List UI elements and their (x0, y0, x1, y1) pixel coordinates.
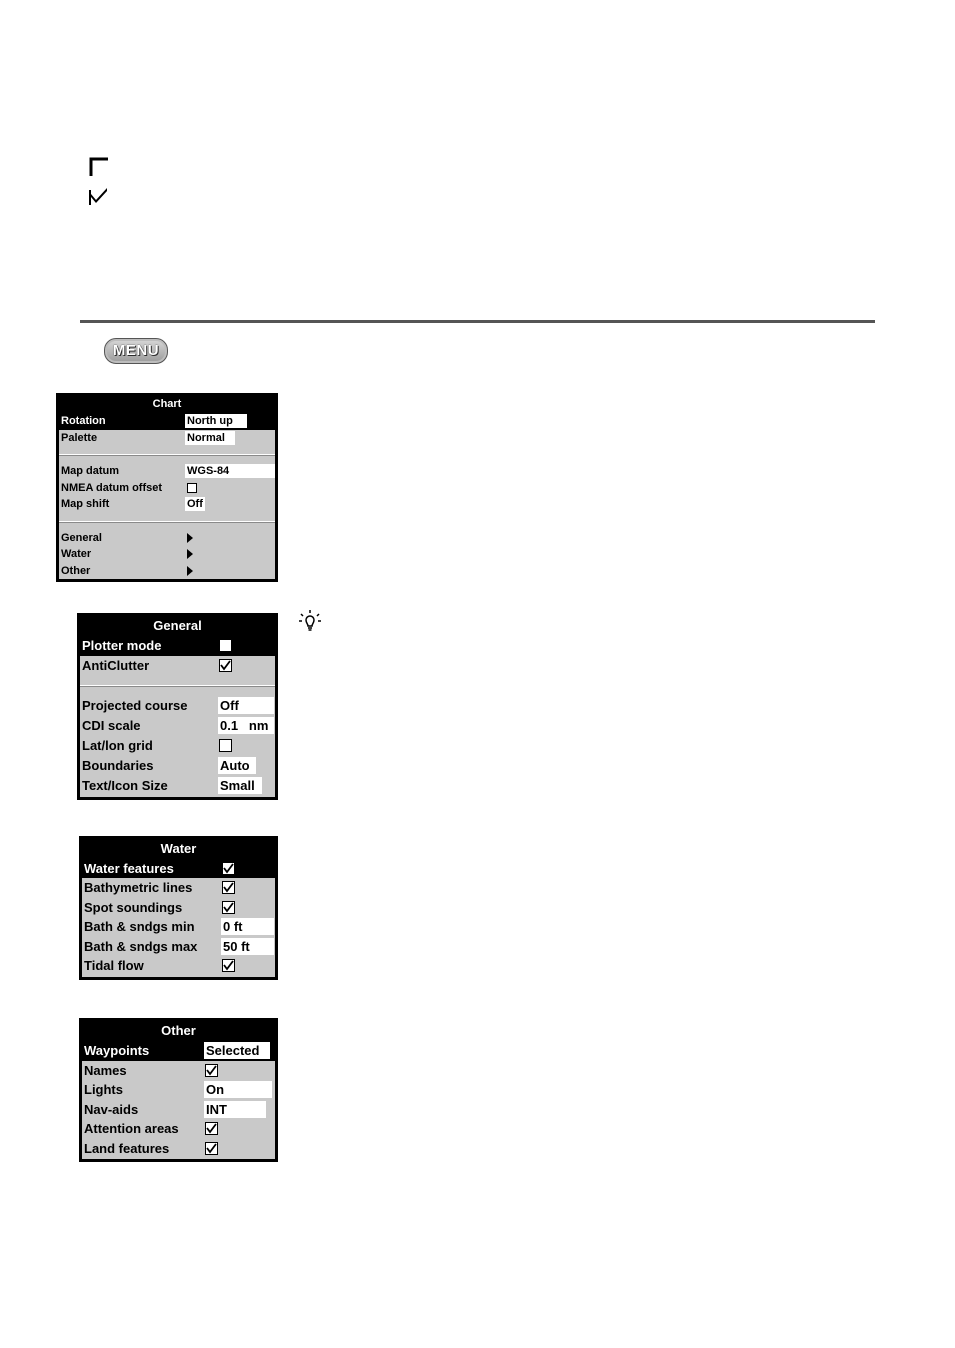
general-menu-title: General (80, 616, 275, 636)
check-mark-icon (223, 882, 234, 893)
row-label: Tidal flow (84, 957, 144, 973)
nav-aids-value[interactable]: INT (204, 1101, 266, 1118)
row-label: General (61, 531, 102, 544)
check-mark-icon (206, 1143, 217, 1154)
bath-sndgs-max-value[interactable]: 50 ft (221, 938, 274, 955)
row-label: Nav-aids (84, 1101, 139, 1117)
row-label: Bath & sndgs min (84, 919, 195, 935)
plotter-mode-checkbox[interactable] (219, 639, 232, 652)
menu-row-other[interactable] (59, 563, 275, 580)
unchecked-box-icon (89, 157, 109, 177)
menu-row-rotation[interactable] (59, 413, 275, 430)
chart-menu-title: Chart (59, 396, 275, 413)
row-label: Water features (84, 861, 174, 876)
menu-row-anticlutter[interactable] (80, 656, 275, 676)
boundaries-value[interactable]: Auto (218, 757, 256, 774)
menu-row-general[interactable] (59, 530, 275, 547)
row-label: Text/Icon Size (82, 778, 168, 793)
lights-value[interactable]: On (204, 1081, 272, 1098)
waypoints-value[interactable]: Selected (204, 1042, 270, 1059)
anticlutter-checkbox[interactable] (219, 659, 232, 672)
names-checkbox[interactable] (205, 1064, 218, 1077)
menu-row-spot-soundings[interactable] (82, 898, 275, 917)
attention-areas-checkbox[interactable] (205, 1122, 218, 1135)
menu-row-map-datum[interactable] (59, 463, 275, 480)
nmea-datum-offset-checkbox[interactable] (187, 483, 197, 493)
row-label: Rotation (61, 415, 106, 427)
check-mark-icon (206, 1065, 217, 1076)
menu-row-projected-course[interactable] (80, 696, 275, 716)
row-label: CDI scale (82, 718, 141, 733)
cdi-scale-value[interactable]: 0.1 nm (218, 717, 274, 734)
menu-key-button[interactable]: MENU (104, 338, 168, 364)
menu-row-bath-sndgs-min[interactable] (82, 917, 275, 936)
row-label: Other (61, 564, 91, 577)
menu-row-lat-lon-grid[interactable] (80, 736, 275, 756)
menu-row-water[interactable] (59, 546, 275, 563)
menu-row-nmea-datum-offset[interactable] (59, 480, 275, 497)
row-label: Lat/lon grid (82, 738, 153, 753)
check-mark-icon (206, 1123, 217, 1134)
row-label: Spot soundings (84, 899, 183, 915)
water-features-checkbox[interactable] (222, 862, 235, 875)
text-icon-size-value[interactable]: Small (218, 777, 262, 794)
other-menu-title: Other (82, 1021, 275, 1041)
land-features-checkbox[interactable] (205, 1142, 218, 1155)
other-menu (79, 1018, 278, 1162)
row-label: Plotter mode (82, 638, 162, 653)
water-menu-title: Water (82, 839, 275, 859)
menu-row-text-icon-size[interactable] (80, 776, 275, 796)
row-label: Attention areas (84, 1121, 179, 1136)
row-label: Waypoints (84, 1043, 150, 1058)
submenu-arrow-icon (187, 549, 193, 559)
menu-row-waypoints[interactable] (82, 1041, 275, 1061)
rotation-value[interactable]: North up (185, 414, 247, 428)
general-menu (77, 613, 278, 800)
projected-course-value[interactable]: Off (218, 697, 274, 714)
menu-row-names[interactable] (82, 1061, 275, 1081)
row-label: Lights (84, 1082, 123, 1097)
chart-menu (56, 393, 278, 582)
row-label: Palette (61, 431, 98, 444)
row-label: Map datum (61, 465, 120, 477)
check-mark-icon (223, 902, 234, 913)
menu-row-plotter-mode[interactable] (80, 636, 275, 656)
menu-row-palette[interactable] (59, 430, 275, 447)
map-datum-value[interactable]: WGS-84 (185, 464, 275, 478)
menu-row-land-features[interactable] (82, 1139, 275, 1159)
row-label: Map shift (61, 498, 110, 510)
water-menu (79, 836, 278, 980)
bathymetric-lines-checkbox[interactable] (222, 881, 235, 894)
row-label: Names (84, 1062, 127, 1078)
menu-row-nav-aids[interactable] (82, 1100, 275, 1120)
menu-row-cdi-scale[interactable] (80, 716, 275, 736)
check-mark-icon (220, 660, 231, 671)
spot-soundings-checkbox[interactable] (222, 901, 235, 914)
map-shift-value[interactable]: Off (185, 497, 205, 511)
menu-row-tidal-flow[interactable] (82, 956, 275, 975)
menu-row-lights[interactable] (82, 1080, 275, 1100)
row-label: AntiClutter (82, 658, 150, 673)
section-divider (80, 320, 875, 323)
row-label: Land features (84, 1140, 170, 1156)
menu-row-water-features[interactable] (82, 859, 275, 878)
lat-lon-grid-checkbox[interactable] (219, 739, 232, 752)
row-label: Boundaries (82, 758, 154, 773)
menu-row-attention-areas[interactable] (82, 1119, 275, 1139)
menu-row-boundaries[interactable] (80, 756, 275, 776)
row-label: Bathymetric lines (84, 880, 193, 896)
tidal-flow-checkbox[interactable] (222, 959, 235, 972)
check-mark-icon (223, 863, 234, 874)
check-mark-icon (223, 960, 234, 971)
lightbulb-tip-icon (298, 609, 322, 633)
submenu-arrow-icon (187, 533, 193, 543)
submenu-arrow-icon (187, 566, 193, 576)
palette-value[interactable]: Normal (185, 431, 235, 445)
menu-row-bath-sndgs-max[interactable] (82, 937, 275, 956)
checked-box-icon (89, 186, 109, 206)
bath-sndgs-min-value[interactable]: 0 ft (221, 918, 274, 935)
row-label: Water (61, 548, 92, 560)
row-label: Bath & sndgs max (84, 938, 198, 954)
row-label: NMEA datum offset (61, 481, 163, 494)
menu-row-map-shift[interactable] (59, 496, 275, 513)
menu-row-bathymetric-lines[interactable] (82, 878, 275, 897)
row-label: Projected course (82, 698, 188, 713)
